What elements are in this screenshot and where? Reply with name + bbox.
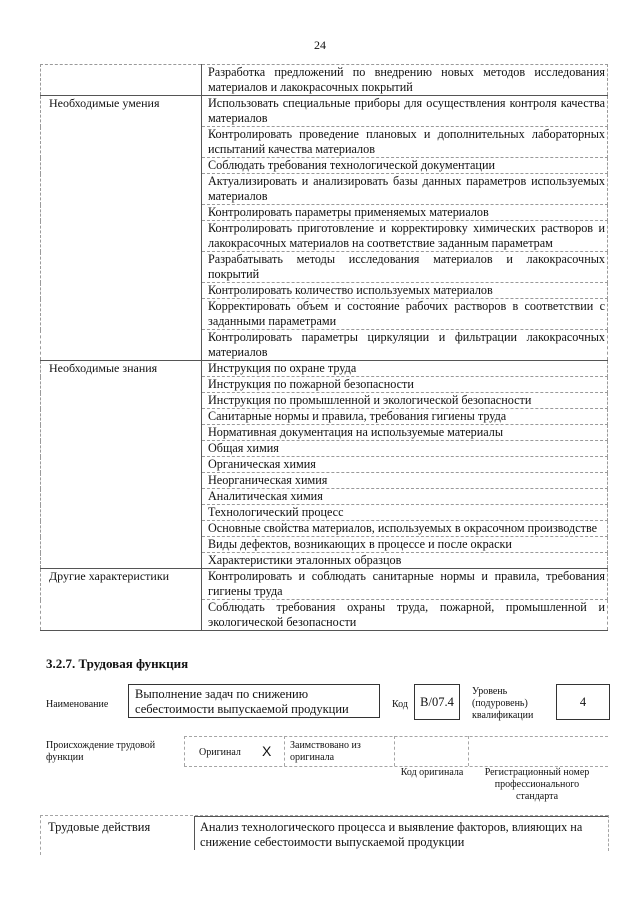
row-text: Контролировать приготовление и корректировку химических растворов и лакокрасочных материалов на соответствие заданным параметрам xyxy=(202,221,608,252)
row-label xyxy=(41,473,202,489)
row-label xyxy=(41,425,202,441)
row-label xyxy=(41,537,202,553)
row-label xyxy=(41,158,202,174)
table-row xyxy=(41,553,608,569)
table-row xyxy=(41,96,608,127)
row-text: Санитарные нормы и правила, требования гигиены труда xyxy=(202,409,608,425)
row-text: Разрабатывать методы исследования материалов и лакокрасочных покрытий xyxy=(202,252,608,283)
row-label xyxy=(41,377,202,393)
row-text: Аналитическая химия xyxy=(202,489,608,505)
table-row xyxy=(41,473,608,489)
table-row xyxy=(41,299,608,330)
row-text: Инструкция по промышленной и экологической безопасности xyxy=(202,393,608,409)
row-text: Характеристики эталонных образцов xyxy=(202,553,608,569)
table-row xyxy=(41,377,608,393)
row-text: Органическая химия xyxy=(202,457,608,473)
row-label xyxy=(41,457,202,473)
row-text: Контролировать и соблюдать санитарные нормы и правила, требования гигиены труда xyxy=(202,569,608,600)
table-row xyxy=(41,174,608,205)
row-text: Инструкция по охране труда xyxy=(202,361,608,377)
row-text: Виды дефектов, возникающих в процессе и после окраски xyxy=(202,537,608,553)
table-row xyxy=(41,489,608,505)
actions-left-border xyxy=(40,815,41,855)
row-text: Использовать специальные приборы для осуществления контроля качества материалов xyxy=(202,96,608,127)
original-mark: X xyxy=(262,743,272,759)
origin-frame-top xyxy=(184,736,608,737)
table-row xyxy=(41,252,608,283)
code-value: В/07.4 xyxy=(420,695,454,709)
actions-top-line xyxy=(194,816,608,817)
origin-frame-sep-1 xyxy=(284,736,285,766)
table-row xyxy=(41,569,608,600)
table-row xyxy=(41,330,608,361)
row-text: Корректировать объем и состояние рабочих растворов в соответствии с заданными параметрами xyxy=(202,299,608,330)
row-text: Технологический процесс xyxy=(202,505,608,521)
actions-right-border xyxy=(608,815,609,851)
table-row xyxy=(41,127,608,158)
row-label xyxy=(41,505,202,521)
row-label xyxy=(41,330,202,361)
row-label: Другие характеристики xyxy=(41,569,202,600)
section-title: 3.2.7. Трудовая функция xyxy=(46,656,189,671)
table-row xyxy=(41,425,608,441)
original-label: Оригинал xyxy=(199,747,241,758)
row-text: Актуализировать и анализировать базы данных параметров используемых материалов xyxy=(202,174,608,205)
row-label xyxy=(41,299,202,330)
borrowed-label: Заимствовано из оригинала xyxy=(290,740,361,763)
origin-code-label: Код оригинала xyxy=(400,767,464,778)
table-row xyxy=(41,205,608,221)
origin-label: Происхождение трудовой функции xyxy=(46,740,156,763)
row-label xyxy=(41,409,202,425)
table-row xyxy=(41,221,608,252)
table-row xyxy=(41,393,608,409)
row-text: Неорганическая химия xyxy=(202,473,608,489)
table-row xyxy=(41,457,608,473)
row-text: Основные свойства материалов, используемых в окрасочном производстве xyxy=(202,521,608,537)
row-label xyxy=(41,283,202,299)
row-text: Инструкция по пожарной безопасности xyxy=(202,377,608,393)
row-text: Общая химия xyxy=(202,441,608,457)
table-row xyxy=(41,158,608,174)
function-name-field xyxy=(128,684,380,718)
table-row xyxy=(41,65,608,96)
origin-frame-sep-3 xyxy=(468,736,469,766)
row-text: Контролировать проведение плановых и дополнительных лабораторных испытаний качества материалов xyxy=(202,127,608,158)
row-label xyxy=(41,65,202,96)
skills-table xyxy=(40,64,608,631)
table-row xyxy=(41,441,608,457)
reg-number-label: Регистрационный номер профессионального стандарта xyxy=(484,767,590,802)
row-label xyxy=(41,441,202,457)
actions-divider xyxy=(194,816,195,850)
page-number: 24 xyxy=(314,38,326,52)
row-label xyxy=(41,393,202,409)
table-row xyxy=(41,361,608,377)
level-label: Уровень (подуровень) квалификации xyxy=(472,686,534,721)
row-label: Необходимые знания xyxy=(41,361,202,377)
row-text: Разработка предложений по внедрению новых методов исследования материалов и лакокрасочных покрытий xyxy=(202,65,608,96)
row-label xyxy=(41,221,202,252)
row-text: Соблюдать требования охраны труда, пожарной, промышленной и экологической безопасности xyxy=(202,600,608,631)
table-row xyxy=(41,600,608,631)
row-label xyxy=(41,205,202,221)
row-text: Контролировать количество используемых материалов xyxy=(202,283,608,299)
row-label xyxy=(41,600,202,631)
function-name-value: Выполнение задач по снижению себестоимости выпускаемой продукции xyxy=(135,687,349,716)
table-row xyxy=(41,537,608,553)
table-row xyxy=(41,409,608,425)
code-field xyxy=(414,684,460,720)
level-field xyxy=(556,684,610,720)
row-label xyxy=(41,174,202,205)
origin-frame-left xyxy=(184,736,185,766)
table-row xyxy=(41,283,608,299)
actions-label: Трудовые действия xyxy=(48,820,151,834)
actions-text: Анализ технологического процесса и выявление факторов, влияющих на снижение себестоимости выпускаемой продукции xyxy=(200,820,583,849)
row-label xyxy=(41,489,202,505)
table-row xyxy=(41,521,608,537)
row-text: Контролировать параметры циркуляции и фильтрации лакокрасочных материалов xyxy=(202,330,608,361)
row-label xyxy=(41,521,202,537)
row-label xyxy=(41,252,202,283)
row-text: Нормативная документация на используемые материалы xyxy=(202,425,608,441)
code-label: Код xyxy=(392,699,408,710)
row-text: Контролировать параметры применяемых материалов xyxy=(202,205,608,221)
row-label xyxy=(41,127,202,158)
level-value: 4 xyxy=(579,695,587,709)
name-label: Наименование xyxy=(46,699,109,710)
table-row xyxy=(41,505,608,521)
row-text: Соблюдать требования технологической документации xyxy=(202,158,608,174)
row-label: Необходимые умения xyxy=(41,96,202,127)
row-label xyxy=(41,553,202,569)
origin-frame-sep-2 xyxy=(394,736,395,766)
